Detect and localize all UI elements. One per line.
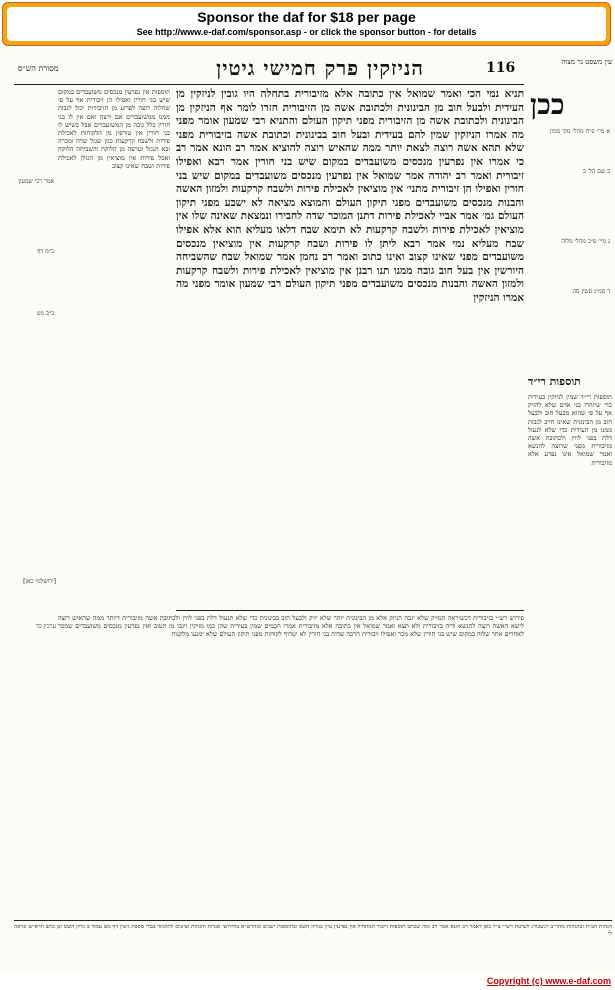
ridi-heading: תוספות רי״ד (528, 375, 581, 388)
ein-mishpat-entry: א מיי׳ פ״ח מהל׳ נזקי ממון (550, 128, 610, 135)
sponsor-title[interactable]: Sponsor the daf for $18 per page (197, 9, 416, 25)
gemara-end-rule (176, 610, 524, 611)
margin-note: כ״מ דף (37, 248, 54, 255)
margin-note: ב״ב מט (36, 310, 54, 317)
sponsor-banner[interactable] (2, 2, 611, 46)
talmud-page (0, 48, 615, 974)
left-header-tag: מסורת הש״ס (18, 64, 59, 73)
sponsor-subtitle-pre: See (136, 27, 156, 37)
page-header (0, 56, 615, 82)
copyright-link[interactable]: Copyright (c) www.e-daf.com (486, 976, 611, 986)
tosafot-column: תוספות אין נפרעין מנכסים משועבדים במקום שיש בני חורין ואפילו הן זיבורית אף על פי שהלוה רוצה לפרוע מן הזיבורית יכול לגבות ממנו ממשועבדים אם ירצה ואם אין לו בני חורין כלל גובה מן המשועבדים אבל כשיש לו בני חורין אין טורפין מן הלקוחות לאכילת פירות ולשבח קרקעות כגון שגזל שדה ומכרה ובא הנגזל וטרפה מן הלוקח והשביחה הלוקח ואכל פירות אין מוציאין מן הגזלן לאכילת פירות ושבח שאינו קצוב (58, 88, 170, 170)
sponsor-subtitle-post: - or click the sponsor button - for details (301, 27, 477, 37)
margin-note: ערכין כד (35, 623, 56, 630)
rashi-column: פירוש רש״י בזיבורית דכשיראה המזיק שלא יגבה הניזק אלא מן הבינונית יזהר שלא יזיק ולבעל חוב בבינונית כדי שלא תנעול דלת בפני לווין ולכתובת אשה מזיבורית דיותר ממה שהאיש רוצה לישא האשה רוצה להנשא ודיה בזיבורית ולא תצא ואמר שמואל אין כתובה אלא מזיבורית אמרו חכמים שמין בעידית שהן כמו מזיקין ויגבו מן הטוב ואין נפרעין מנכסים משועבדים שמכר לאחרים אחר שלוה במקום שיש בני חורין שלא מכר ואפילו זיבורית הרבה שדות בני חורין לא יטרוף לקוחות מפני תיקון העולם שלא ימנעו מלקנות (58, 614, 524, 639)
gemara-text: תניא נמי הכי ואמר שמואל אין כתובה אלא מזיבורית בתחלה היו גובין לניזקין מן העידית ולבעל חוב מן הבינונית ולכתובת אשה מן הזיבורית חזרו לומר אף הניזקין מן הבינונית ולכתובת אשה מן הזיבורית מפני תיקון העולם והתניא רבי שמעון אומר מפני מה אמרו הניזקין שמין להם בעידית ובעל חוב בבינונית וכתובת אשה בזיבורית מפני שלא תהא אשה רוצה לצאת יותר ממה שהאיש רוצה להוציא אמר רב הונא אמר רב כי אמרו אין נפרעין מנכסים משועבדים במקום שיש בני חורין אמר רבא ואפילו זיבורית ואמר רב יהודה אמר שמואל אין נפרעין מנכסים משועבדים במקום שיש בני חורין ואפילו הן זיבורית מתני׳ אין מוציאין לאכילת פירות ולשבח קרקעות ולמזון האשה והבנות מנכסים משועבדים מפני תיקון העולם והמוצא מציאה לא ישבע מפני תיקון העולם גמ׳ אמר אביי לאכילת פירות דתנן המוכר שדה לחבירו ונמצאת שאינה שלו אין מוציאין לאכילת פירות ולשבח קרקעות לא תימא שבח דלאו מעליא הוא אלא אפילו שבח מעליא נמי אמר רבא ליתן לו פירות ושבח קרקעות אין מוציאין מנכסים משועבדים מפני שאינו קצוב ואינו כתוב ואמר רב נחמן אמר שמואל שבח שהשביחה היורשין אין בעל חוב גובה ממנו תנו רבנן אין מוציאין לאכילת פירות ולשבח קרקעות ולמזון האשה והבנות מנכסים משועבדים מפני תיקון העולם רבי שמעון אומר מפני מה אמרו הניזקין (176, 88, 524, 304)
right-header-tag: עין משפט נר מצוה (561, 58, 612, 66)
ridi-column: תוספות רי״ד שמין לניזקין בעידית כדי שיזהרו בני אדם שלא להזיק אף על פי שהוא מבעל חוב ולבעל חוב מן הבינונית שאינו חייב לגבות ממנו מן העידית כדי שלא לנעול דלת בפני לווין ולכתובת אשה מזיבורית מפני שרוצה להנשא ואמר שמואל אינו נפרע אלא מזיבורית (528, 393, 612, 467)
sponsor-banner-inner (7, 7, 606, 41)
footnotes: הגהות הב״ח ובהגהות מהר״ב רנשבורג לשיטת רש״י צ״ל כאן דאמר רב הונא אמר רב ומה שכתב תוספות דיבור המתחיל אין נפרעין עיין בגליון השס ובתוספות ישנים ומהרש״א בחידושי אגדות והגהות וציונים לתלמוד בבלי מסכת גיטין דף מט עמוד ב גליון השס וכן כתב הרא״ש ונראה לי (14, 924, 612, 938)
margin-note: [ירושלמי כאן] (23, 578, 56, 585)
header-rule (14, 84, 524, 85)
opening-word: ככן (530, 88, 565, 121)
page-number: 116 (486, 60, 516, 76)
ein-mishpat-entry: ב שם הל׳ ב (582, 168, 610, 175)
margin-note: אמר רבי שמעון (18, 178, 54, 185)
footnote-rule (14, 920, 612, 921)
sponsor-link[interactable]: http://www.e-daf.com/sponsor.asp (155, 27, 302, 37)
ein-mishpat-entry: ג מיי׳ פ״כ מהל׳ מלוה (561, 238, 610, 245)
chapter-title: הניזקין פרק חמישי גיטין (216, 56, 424, 80)
ein-mishpat-entry: ד סמ״ג עשין סה (572, 288, 610, 295)
sponsor-subtitle (7, 26, 606, 38)
